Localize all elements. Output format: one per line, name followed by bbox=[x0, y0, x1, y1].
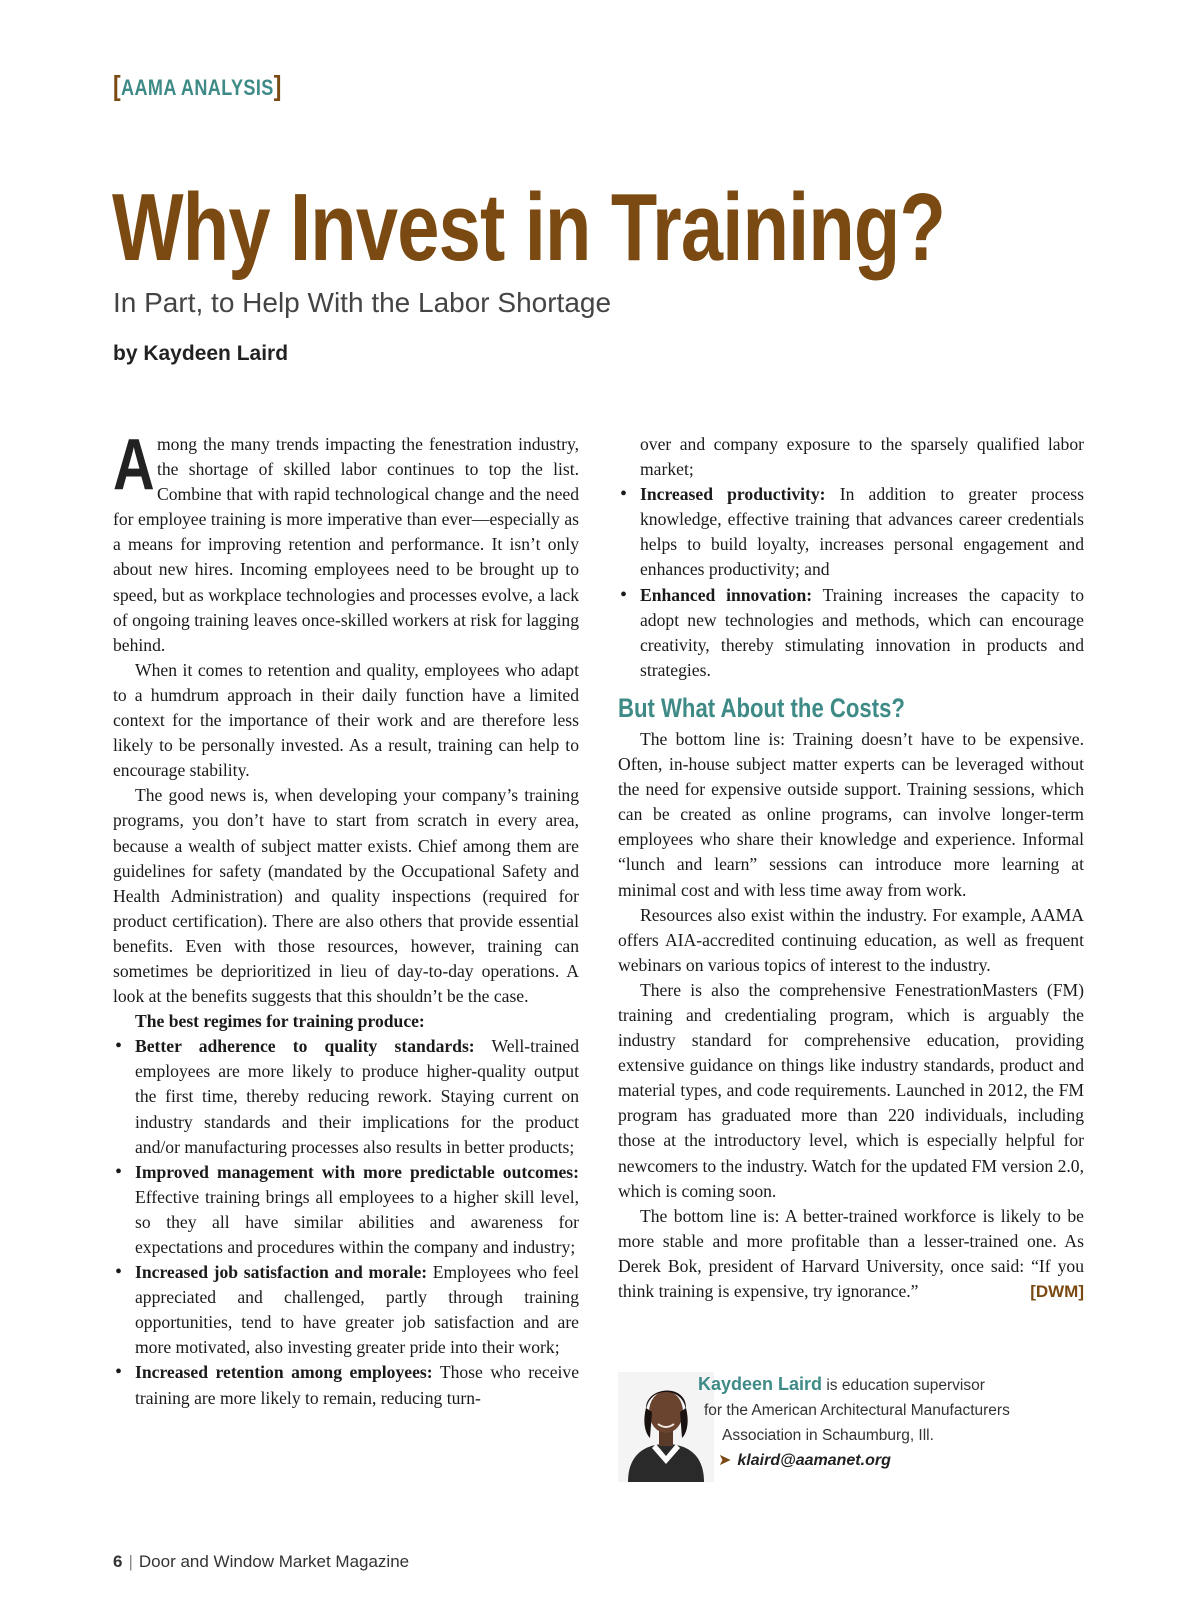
author-bio bbox=[618, 1372, 1088, 1482]
bio-email-line bbox=[698, 1448, 1088, 1473]
bio-line-2: for the American Architectural Manufacturers bbox=[704, 1402, 1010, 1419]
bio-text bbox=[698, 1372, 1088, 1473]
section-tag-label: AAMA ANALYSIS bbox=[121, 75, 274, 100]
body-paragraph: When it comes to retention and quality, employees who adapt to a humdrum approach in their daily function have a limited context for the importance of their work and are therefore less likely to be personally invested. As a result, training can help to encourage stability. bbox=[113, 659, 579, 781]
list-heading: The best regimes for training produce: bbox=[135, 1011, 425, 1032]
bio-line-3: Association in Schaumburg, Ill. bbox=[722, 1427, 934, 1444]
closing-paragraph: The bottom line is: A better-trained workforce is likely to be more stable and more profitable than a lesser-trained one. As Derek Bok, president of Harvard University, once said: “If you think training is expensive, try ignorance.” [DWM] bbox=[618, 1204, 1084, 1304]
body-paragraph: There is also the comprehensive FenestrationMasters (FM) training and credentialing program, which is arguably the industry standard for comprehensive education, providing extensive guidance on things like industry standards, product and material types, and code requirements. Launched in 2012, the FM program has graduated more than 220 individuals, including those at the introductory level, which is especially helpful for newcomers to the industry. Watch for the updated FM version 2.0, which is coming soon. bbox=[618, 979, 1084, 1201]
list-item: • Increased job satisfaction and morale: Employees who feel appreciated and challenged, partly through training opportunities, tend to have greater job satisfaction and are more motivated, also investing greater pride into their work; bbox=[113, 1260, 579, 1360]
author-email-link[interactable]: klaird@aamanet.org bbox=[737, 1452, 891, 1469]
body-paragraph: The good news is, when developing your company’s training programs, you don’t have to start from scratch in every area, because a wealth of subject matter exists. Chief among them are guidelines for safety (mandated by the Occupational Safety and Health Administration) and quality inspections (required for product certification). There are also others that provide essential benefits. Even with those resources, however, training can sometimes be deprioritized in lieu of day-to-day operations. A look at the benefits suggests that this shouldn’t be the case. bbox=[113, 785, 579, 1007]
section-subheading: But What About the Costs? bbox=[618, 692, 905, 723]
list-continuation: over and company exposure to the sparsely qualified labor market; bbox=[640, 434, 1084, 480]
arrow-icon: ➤ bbox=[718, 1452, 732, 1469]
body-paragraph: The bottom line is: Training doesn’t have to be expensive. Often, in-house subject matter experts can be leveraged without the need for expensive outside support. Training sessions, which can be created as online programs, can involve longer-term employees who share their knowledge and experience. Informal “lunch and learn” sessions can introduce more learning at minimal cost and with less time away from work. bbox=[618, 728, 1084, 900]
byline: by Kaydeen Laird bbox=[113, 342, 289, 365]
page-footer bbox=[113, 1552, 409, 1572]
publication-name: Door and Window Market Magazine bbox=[138, 1552, 410, 1571]
list-item: • Improved management with more predictable outcomes: Effective training brings all employees to a higher skill level, so they all have similar abilities and awareness for expectations and procedures within the company and industry; bbox=[113, 1160, 579, 1260]
intro-text: mong the many trends impacting the fenestration industry, the shortage of skilled labor continues to top the list. Combine that with rapid technological change and the need for employee training is more imperative than ever—especially as a means for improving retention and performance. It isn’t only about new hires. Incoming employees need to be brought up to speed, but as workplace technologies and processes evolve, a lack of ongoing training leaves once-skilled workers at risk for lagging behind. bbox=[113, 434, 579, 655]
left-column bbox=[113, 425, 579, 1411]
body-paragraph: Resources also exist within the industry. For example, AAMA offers AIA-accredited continuing education, as well as frequent webinars on various topics of interest to the industry. bbox=[618, 904, 1084, 975]
list-item: • Increased retention among employees: Those who receive training are more likely to remain, reducing turn- bbox=[113, 1360, 579, 1410]
benefits-list bbox=[113, 1034, 579, 1410]
right-column bbox=[618, 432, 1084, 1304]
drop-cap: A bbox=[113, 425, 155, 505]
intro-paragraph bbox=[113, 425, 579, 658]
article-subtitle: In Part, to Help With the Labor Shortage bbox=[113, 287, 612, 318]
benefits-list-continued bbox=[618, 482, 1084, 683]
author-name: Kaydeen Laird bbox=[698, 1374, 823, 1394]
end-mark: [DWM] bbox=[1030, 1282, 1084, 1301]
list-item: • Increased productivity: In addition to greater process knowledge, effective training that advances career credentials helps to build loyalty, increases personal engagement and enhances productivity; and bbox=[618, 482, 1084, 582]
page-number: 6 bbox=[113, 1552, 123, 1571]
bio-line-1: Kaydeen Laird is education supervisor bbox=[698, 1374, 985, 1394]
list-item: • Better adherence to quality standards: Well-trained employees are more likely to produce higher-quality output the first time, thereby reducing rework. Staying current on industry standards and their implications for the product and/or manufacturing processes also results in better products; bbox=[113, 1034, 579, 1159]
footer-separator: | bbox=[128, 1552, 133, 1571]
article-title: Why Invest in Training? bbox=[112, 174, 945, 281]
section-tag: [AAMA ANALYSIS] bbox=[113, 70, 282, 101]
list-item: • Enhanced innovation: Training increases the capacity to adopt new technologies and methods, which can encourage creativity, thereby stimulating innovation in products and strategies. bbox=[618, 583, 1084, 683]
